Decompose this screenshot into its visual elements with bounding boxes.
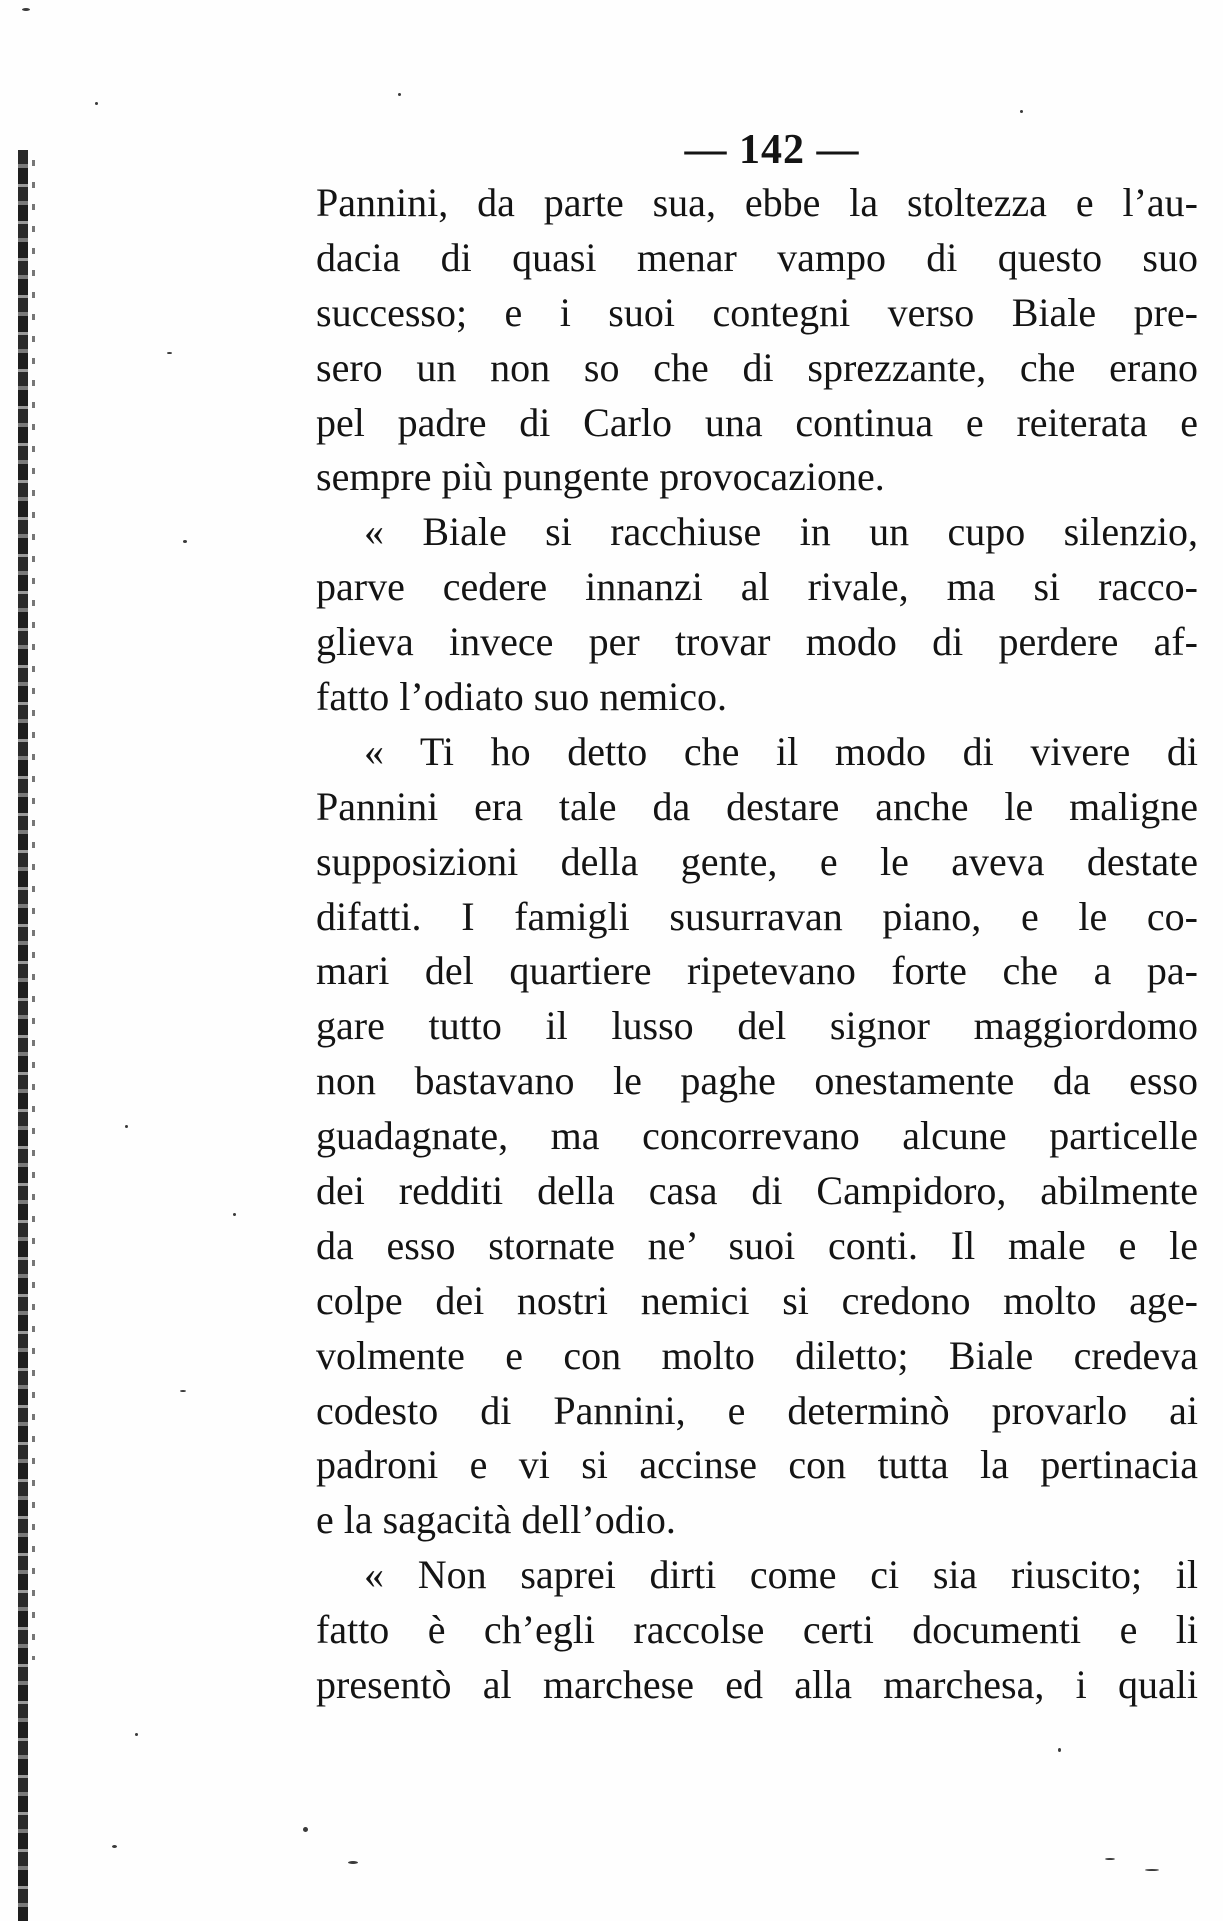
text-line: guadagnate, ma concorrevano alcune particelle bbox=[316, 1113, 1198, 1159]
scan-speck bbox=[180, 1390, 186, 1392]
text-line: gare tutto il lusso del signor maggiordomo bbox=[316, 1003, 1198, 1049]
text-line: glieva invece per trovar modo di perdere af- bbox=[316, 619, 1198, 665]
text-line: difatti. I famigli susurravan piano, e le co- bbox=[316, 893, 1198, 939]
page-number: — 142 — bbox=[684, 127, 860, 173]
page-binding-shadow bbox=[32, 160, 35, 1660]
paragraph bbox=[316, 176, 1198, 505]
text-line: non bastavano le paghe onestamente da esso bbox=[316, 1058, 1198, 1104]
text-line: dacia di quasi menar vampo di questo suo bbox=[316, 234, 1198, 280]
scan-speck bbox=[303, 1827, 308, 1832]
text-line: presentò al marchese ed alla marchesa, i quali bbox=[316, 1662, 1198, 1708]
text-line: colpe dei nostri nemici si credono molto age- bbox=[316, 1277, 1198, 1323]
text-line: supposizioni della gente, e le aveva destate bbox=[316, 838, 1198, 884]
text-line: pel padre di Carlo una continua e reiterata e bbox=[316, 399, 1198, 445]
scan-speck bbox=[1105, 1858, 1115, 1860]
scan-speck bbox=[1145, 1869, 1159, 1871]
text-line: « Biale si racchiuse in un cupo silenzio, bbox=[364, 509, 1198, 555]
paragraph bbox=[316, 1548, 1198, 1713]
text-line: mari del quartiere ripetevano forte che a pa- bbox=[316, 948, 1198, 994]
text-line: padroni e vi si accinse con tutta la pertinacia bbox=[316, 1442, 1198, 1488]
text-line: fatto l’odiato suo nemico. bbox=[316, 674, 728, 720]
text-line: volmente e con molto diletto; Biale credeva bbox=[316, 1332, 1198, 1378]
text-line: « Ti ho detto che il modo di vivere di bbox=[364, 728, 1198, 774]
text-line: fatto è ch’egli raccolse certi documenti e li bbox=[316, 1607, 1198, 1653]
text-line: e la sagacità dell’odio. bbox=[316, 1497, 676, 1543]
text-line: codesto di Pannini, e determinò provarlo ai bbox=[316, 1387, 1198, 1433]
text-line: sempre più pungente provocazione. bbox=[316, 454, 885, 500]
paragraph bbox=[316, 505, 1198, 725]
page-binding-edge bbox=[18, 150, 28, 1921]
scan-speck bbox=[398, 93, 401, 96]
scan-speck bbox=[22, 8, 30, 11]
text-line: successo; e i suoi contegni verso Biale pre- bbox=[316, 289, 1198, 335]
text-line: Pannini era tale da destare anche le maligne bbox=[316, 783, 1198, 829]
scan-speck bbox=[167, 352, 172, 354]
text-line: dei redditi della casa di Campidoro, abilmente bbox=[316, 1168, 1198, 1214]
scan-speck bbox=[135, 1733, 138, 1736]
scan-speck bbox=[348, 1861, 358, 1864]
text-line: da esso stornate ne’ suoi conti. Il male e le bbox=[316, 1222, 1198, 1268]
scan-speck bbox=[233, 1213, 236, 1216]
text-line: « Non saprei dirti come ci sia riuscito; il bbox=[364, 1552, 1198, 1598]
page-text-block bbox=[316, 124, 1198, 1713]
text-line: parve cedere innanzi al rivale, ma si racco- bbox=[316, 564, 1198, 610]
scan-speck bbox=[183, 540, 187, 543]
scan-speck bbox=[1058, 1748, 1061, 1752]
scan-speck bbox=[95, 102, 98, 105]
text-line: Pannini, da parte sua, ebbe la stoltezza e l’au- bbox=[316, 180, 1198, 225]
scan-speck bbox=[1020, 110, 1023, 113]
paragraph bbox=[316, 725, 1198, 1548]
scan-speck bbox=[112, 1845, 117, 1848]
scan-speck bbox=[125, 1125, 128, 1128]
text-line: sero un non so che di sprezzante, che erano bbox=[316, 344, 1198, 390]
